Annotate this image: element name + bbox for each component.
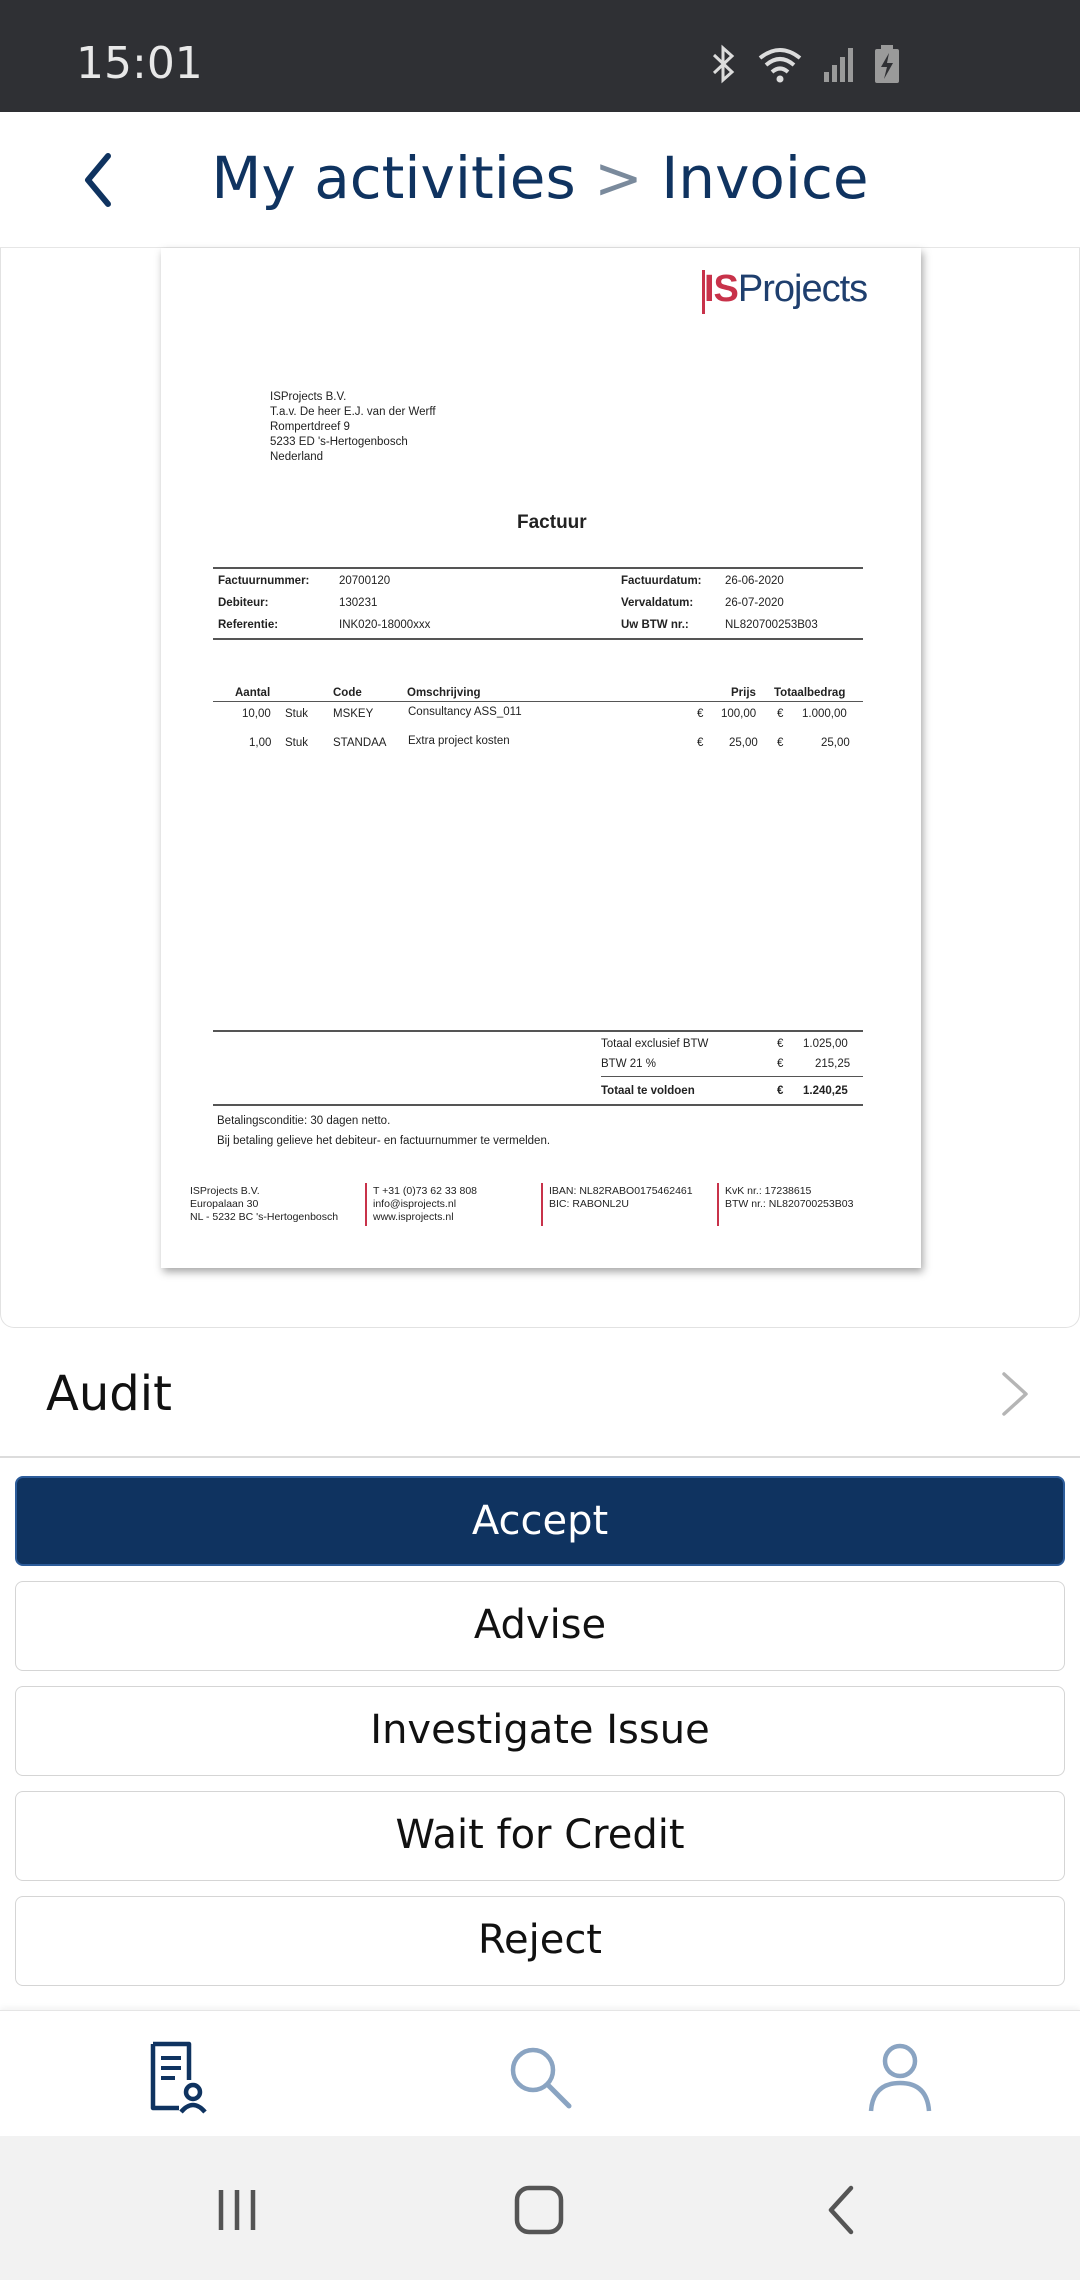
signal-icon: [822, 44, 856, 84]
address-line: ISProjects B.V.: [270, 391, 347, 403]
recent-apps-icon: [213, 2186, 261, 2234]
invoice-page: ISProjects ISProjects B.V. T.a.v. De heer E.J. van der Werff Rompertdreef 9 5233 ED 's-Hertogenbosch Nederland Factuur Factuurnummer: 20700120 Debiteur: 130231 Referentie: INK020-18000xxx Factuurdatum: 26-06-2020 Vervaldatum: 26-07-2020 Uw BTW nr.: NL820700253B03 Aantal Code Omschrijving Prijs Totaalbedrag 10,00 Stuk MSKEY Consultancy ASS_011 € 100,00 € 1.000,00 1,00 Stuk STANDAA Extra project kosten € 25,00 € 25,00 Totaal exclusief BTW € 1.025,00 BTW 21 % € 215,25 Totaal te voldoen € 1.240,25 Betalingsconditie: 30 dagen netto. Bij betaling gelieve het debiteur- en factuurnummer te vermelden. ISProjects B.V. Europalaan 30 NL - 5232 BC 's-Hertogenbosch T +31 (0)73 62 33 808 info@isprojects.nl www.isprojects.nl IBAN: NL82RABO0175462461 BIC: RABONL2U KvK nr.: 17238615 BTW nr.: NL820700253B03: [161, 248, 921, 1268]
back-icon: [823, 2184, 859, 2236]
status-icons: [710, 44, 900, 84]
bottom-nav: [0, 2010, 1080, 2136]
nav-profile[interactable]: [860, 2037, 940, 2117]
status-bar: [0, 0, 1080, 112]
wait-for-credit-button[interactable]: Wait for Credit: [15, 1791, 1065, 1881]
column-header: Totaalbedrag: [774, 687, 846, 699]
total-value: 215,25: [815, 1058, 851, 1070]
accept-button[interactable]: Accept: [15, 1476, 1065, 1566]
breadcrumb-parent: My activities: [211, 144, 576, 212]
footer-line: BTW nr.: NL820700253B03: [725, 1198, 854, 1210]
total-currency: €: [777, 1038, 784, 1050]
bluetooth-icon: [710, 44, 738, 84]
footer-line: NL - 5232 BC 's-Hertogenbosch: [190, 1211, 339, 1223]
meta-label: Vervaldatum:: [621, 597, 694, 609]
company-logo: ISProjects: [704, 268, 868, 310]
home-button[interactable]: [504, 2180, 574, 2240]
page-title: [0, 144, 1080, 212]
invoice-title: Factuur: [517, 512, 587, 533]
meta-value: INK020-18000xxx: [339, 619, 431, 631]
battery-charging-icon: [874, 44, 900, 84]
footer-line: info@isprojects.nl: [373, 1198, 457, 1210]
audit-row[interactable]: [0, 1330, 1080, 1458]
breadcrumb-separator: >: [594, 144, 643, 212]
total-currency: €: [777, 1058, 784, 1070]
meta-value: 26-07-2020: [725, 597, 784, 609]
meta-label: Uw BTW nr.:: [621, 619, 689, 631]
user-icon: [867, 2041, 933, 2113]
investigate-issue-button[interactable]: Investigate Issue: [15, 1686, 1065, 1776]
wifi-icon: [756, 44, 804, 84]
meta-label: Debiteur:: [218, 597, 269, 609]
column-header: Omschrijving: [407, 687, 481, 699]
meta-value: NL820700253B03: [725, 619, 818, 631]
activities-icon: [145, 2040, 211, 2114]
column-header: Aantal: [235, 687, 271, 699]
nav-search[interactable]: [500, 2037, 580, 2117]
search-icon: [505, 2042, 575, 2112]
footer-line: ISProjects B.V.: [190, 1185, 260, 1197]
payment-terms: Betalingsconditie: 30 dagen netto.: [217, 1115, 391, 1127]
grand-total-value: 1.240,25: [803, 1085, 848, 1097]
recent-apps-button[interactable]: [202, 2180, 272, 2240]
payment-note: Bij betaling gelieve het debiteur- en factuurnummer te vermelden.: [217, 1135, 551, 1147]
total-value: 1.025,00: [803, 1038, 848, 1050]
address-line: 5233 ED 's-Hertogenbosch: [270, 436, 408, 448]
footer-line: IBAN: NL82RABO0175462461: [549, 1185, 693, 1197]
footer-line: Europalaan 30: [190, 1198, 259, 1210]
address-line: Nederland: [270, 451, 324, 463]
chevron-right-icon: [1000, 1370, 1030, 1418]
column-header: Prijs: [731, 687, 756, 699]
document-viewer[interactable]: [0, 248, 1080, 1328]
meta-label: Factuurdatum:: [621, 575, 702, 587]
system-nav: [0, 2136, 1080, 2280]
meta-value: 26-06-2020: [725, 575, 784, 587]
meta-value: 130231: [339, 597, 378, 609]
audit-label: Audit: [46, 1366, 172, 1422]
total-label: Totaal exclusief BTW: [601, 1038, 709, 1050]
advise-button[interactable]: Advise: [15, 1581, 1065, 1671]
home-icon: [513, 2184, 565, 2236]
meta-value: 20700120: [339, 575, 391, 587]
grand-total-currency: €: [777, 1085, 784, 1097]
nav-activities[interactable]: [138, 2037, 218, 2117]
footer-line: T +31 (0)73 62 33 808: [373, 1185, 478, 1197]
footer-line: KvK nr.: 17238615: [725, 1185, 812, 1197]
reject-button[interactable]: Reject: [15, 1896, 1065, 1986]
breadcrumb-current: Invoice: [661, 144, 869, 212]
grand-total-label: Totaal te voldoen: [601, 1085, 695, 1097]
address-line: T.a.v. De heer E.J. van der Werff: [270, 406, 436, 418]
address-line: Rompertdreef 9: [270, 421, 350, 433]
system-back-button[interactable]: [806, 2180, 876, 2240]
status-time: 15:01: [76, 38, 203, 89]
meta-label: Referentie:: [218, 619, 279, 631]
footer-line: www.isprojects.nl: [373, 1211, 454, 1223]
total-label: BTW 21 %: [601, 1058, 656, 1070]
app-header: [0, 112, 1080, 248]
column-header: Code: [333, 687, 362, 699]
meta-label: Factuurnummer:: [218, 575, 310, 587]
footer-line: BIC: RABONL2U: [549, 1198, 629, 1210]
